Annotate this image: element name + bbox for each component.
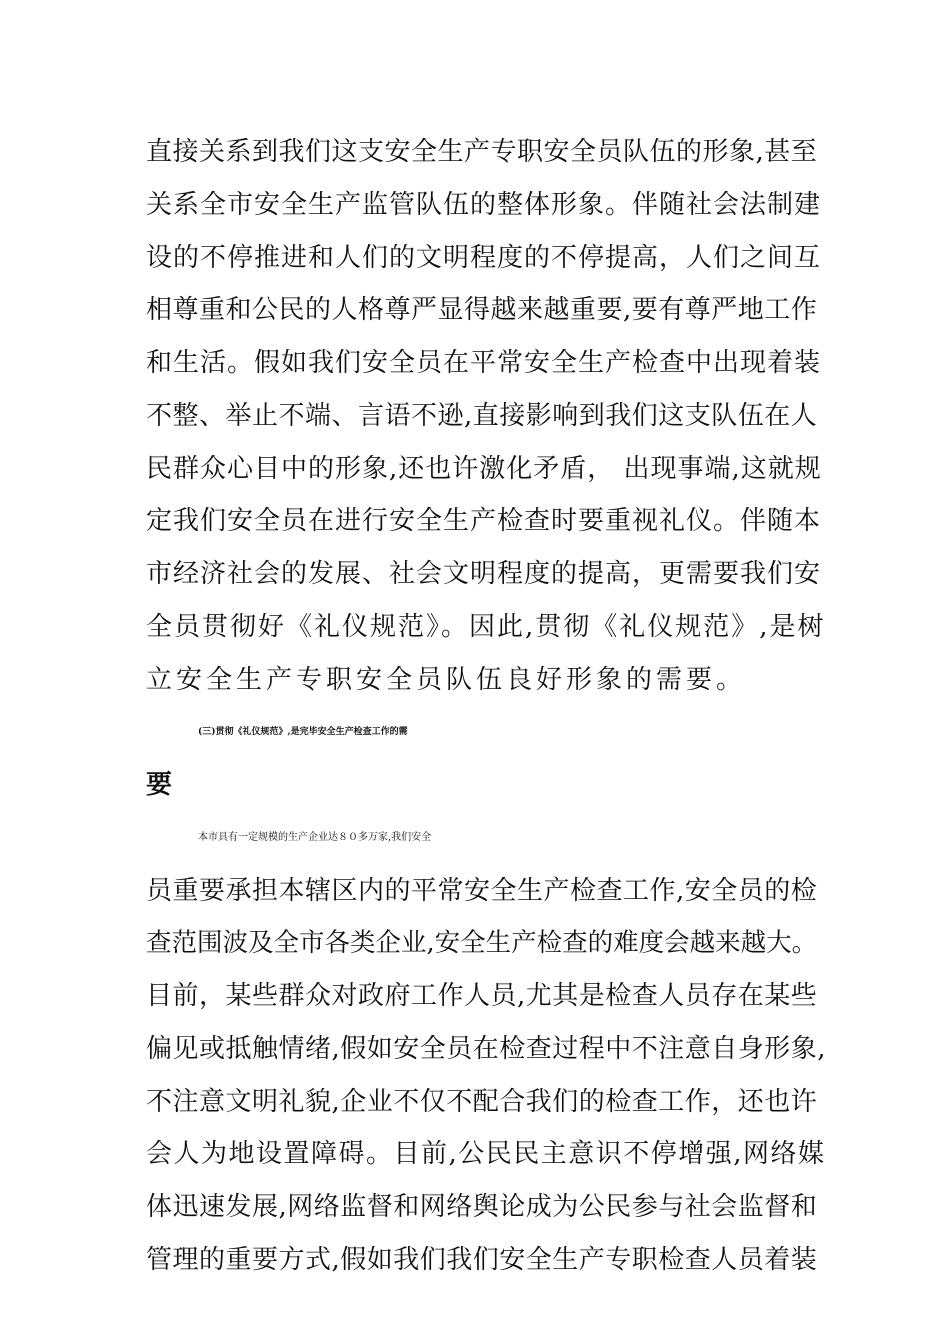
text-line: 市经济社会的发展、社会文明程度的提高，更需要我们安 — [146, 559, 822, 589]
text-line: 查范围波及全市各类企业,安全生产检查的难度会越来越大。 — [146, 928, 818, 958]
text-line: 设的不停推进和人们的文明程度的不停提高，人们之间互 — [146, 243, 822, 273]
text-line: 相尊重和公民的人格尊严显得越来越重要,要有尊严地工作 — [146, 295, 818, 325]
text-line: 定我们安全员在进行安全生产检查时要重视礼仪。伴随本 — [146, 506, 822, 536]
text-line: 不整、举止不端、言语不逊,直接影响到我们这支队伍在人 — [146, 401, 818, 431]
text-line: 体迅速发展,网络监督和网络舆论成为公民参与社会监督和 — [146, 1192, 818, 1222]
text-line: 目前，某些群众对政府工作人员,尤其是检查人员存在某些 — [146, 981, 818, 1011]
text-line: 会人为地设置障碍。目前,公民民主意识不停增强,网络媒 — [146, 1139, 826, 1169]
text-line: 不注意文明礼貌,企业不仅不配合我们的检查工作，还也许 — [146, 1087, 818, 1117]
text-line: 立安全生产专职安全员队伍良好形象的需要。 — [146, 665, 747, 695]
text-line: 和生活。假如我们安全员在平常安全生产检查中出现着装 — [146, 348, 822, 378]
text-line: 偏见或抵触情绪,假如安全员在检查过程中不注意自身形象, — [146, 1034, 827, 1064]
text-line: 民群众心目中的形象,还也许激化矛盾， 出现事端,这就规 — [146, 454, 822, 484]
text-line: 员重要承担本辖区内的平常安全生产检查工作,安全员的检 — [146, 876, 818, 906]
text-line: 本市具有一定规模的生产企业达８０多万家,我们安全 — [198, 832, 432, 843]
text-line: 全员贯彻好《礼仪规范》。因此,贯彻《礼仪规范》,是树 — [146, 612, 826, 642]
text-line: 直接关系到我们这支安全生产专职安全员队伍的形象,甚至 — [146, 137, 818, 167]
text-line: 管理的重要方式,假如我们我们安全生产专职检查人员着装 — [146, 1245, 818, 1275]
section-heading-continued: 要 — [146, 770, 176, 800]
text-line: 关系全市安全生产监管队伍的整体形象。伴随社会法制建 — [146, 190, 822, 220]
section-heading: (三)贯彻《礼仪规范》,是完毕安全生产检查工作的需 — [198, 727, 408, 737]
